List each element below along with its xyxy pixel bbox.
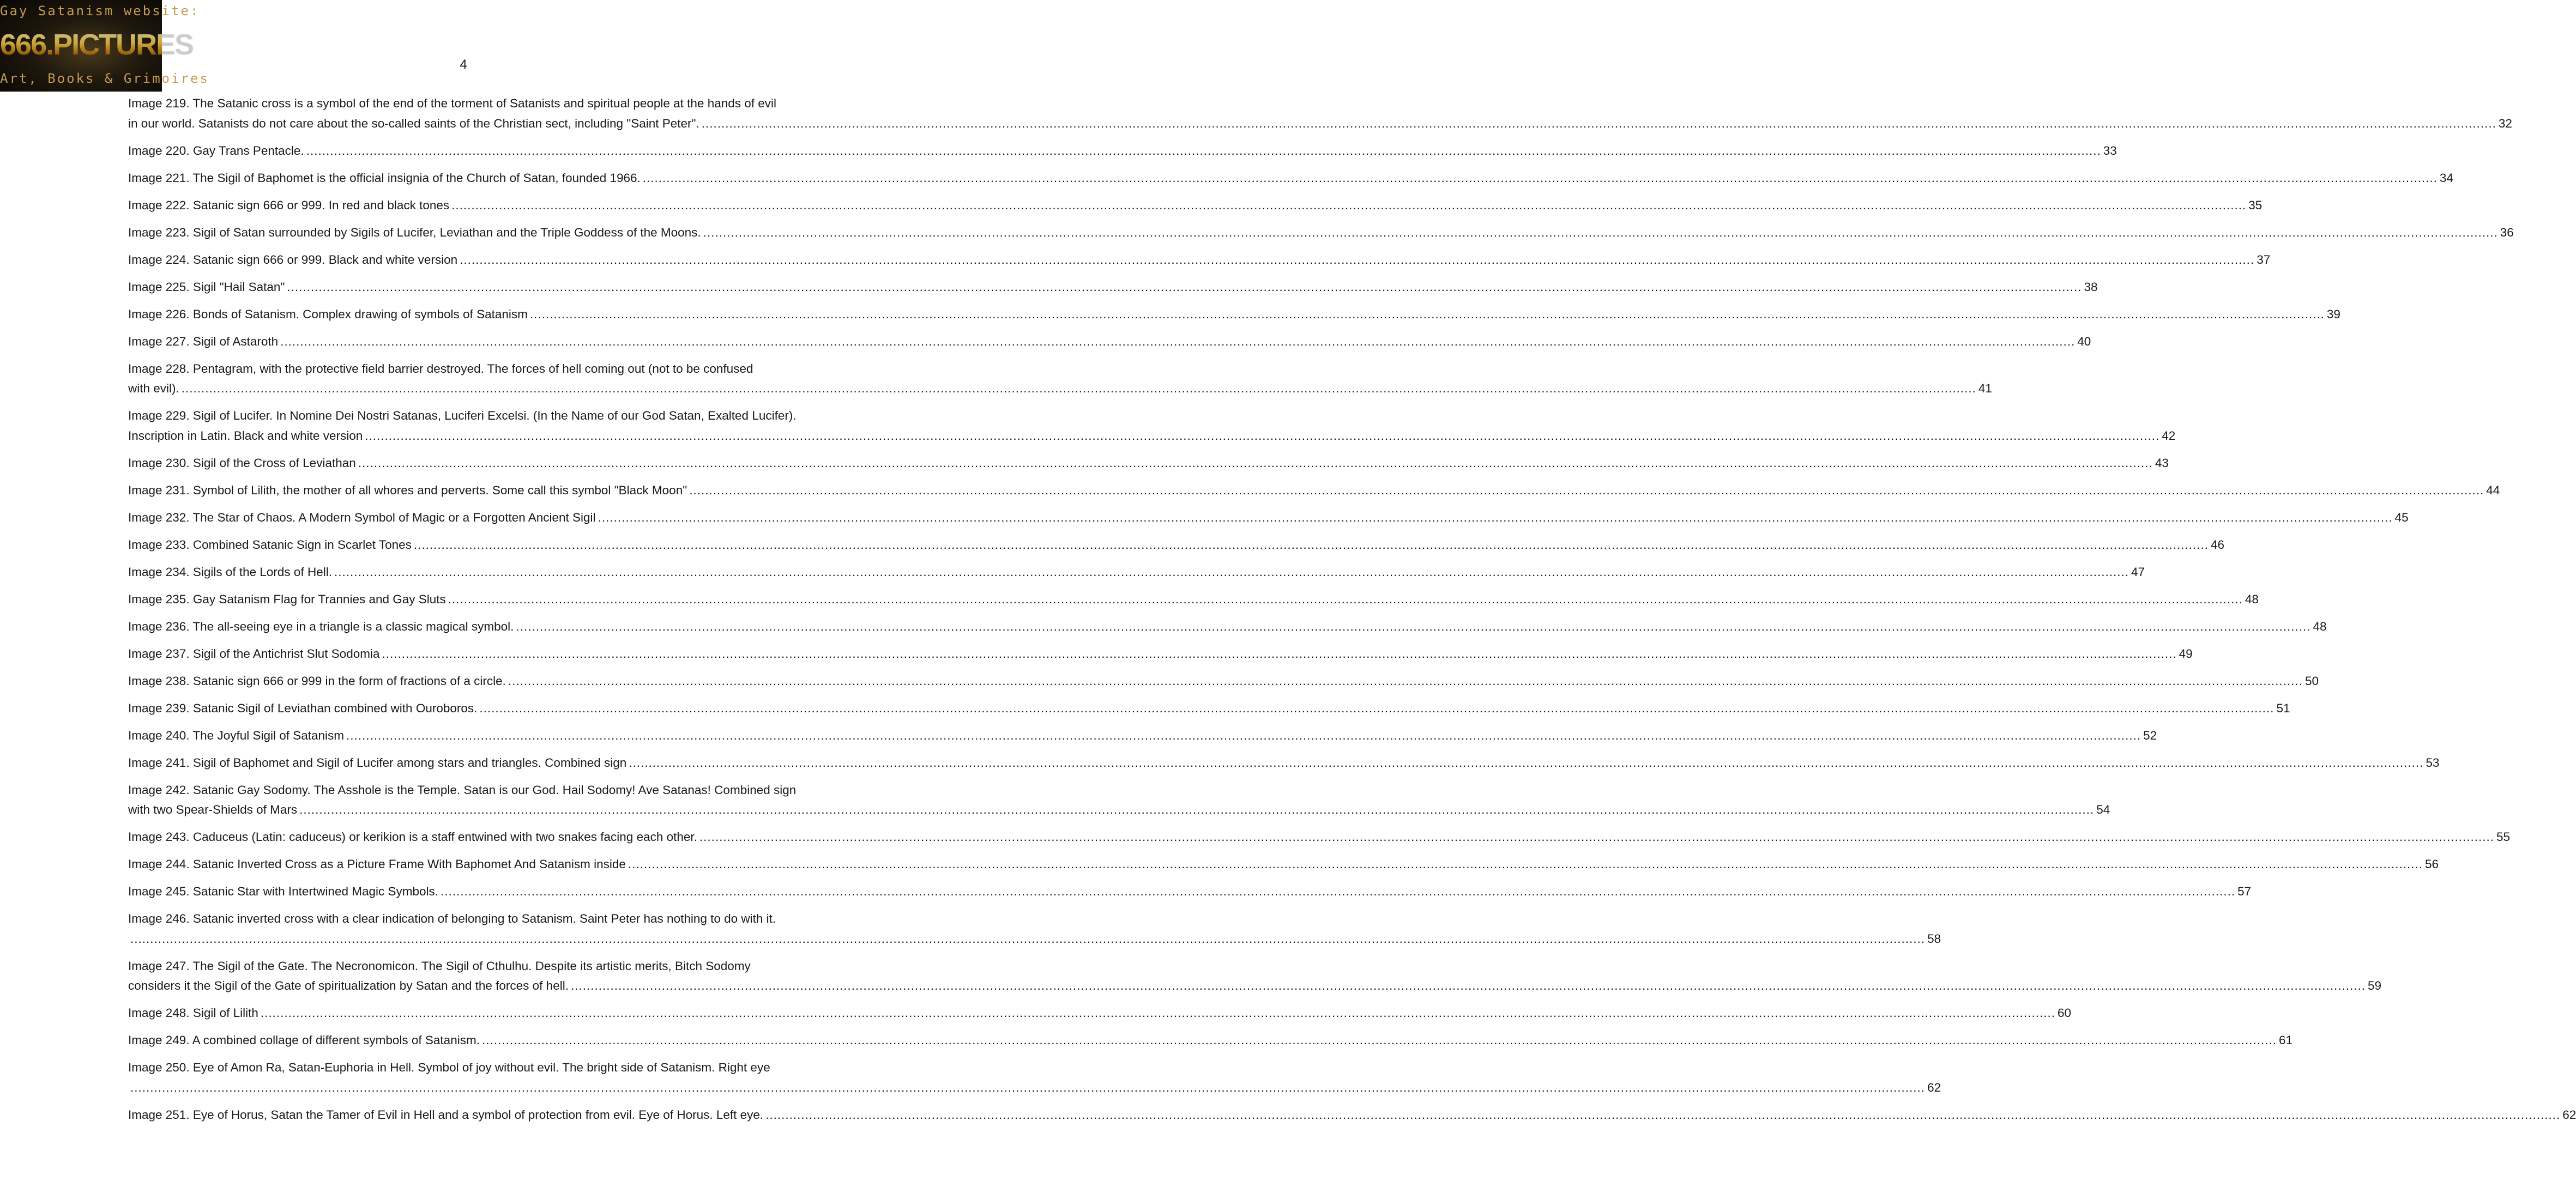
toc-entry[interactable] <box>128 644 2193 664</box>
toc-entry[interactable] <box>128 956 2382 996</box>
toc-entry-page: 62 <box>2562 1107 2576 1122</box>
toc-entry-page: 48 <box>2313 619 2327 633</box>
toc-entry-page: 60 <box>2057 1006 2071 1020</box>
toc-entry-page: 52 <box>2143 728 2157 742</box>
toc-entry[interactable] <box>128 94 2512 134</box>
toc-entry-page: 58 <box>1927 931 1941 946</box>
toc-entry-title: Image 241. Sigil of Baphomet and Sigil of Lucifer among stars and triangles. Combined sign <box>128 755 627 770</box>
toc-entry-title: Image 232. The Star of Chaos. A Modern Symbol of Magic or a Forgotten Ancient Sigil <box>128 510 596 524</box>
toc-entry[interactable] <box>128 481 2500 501</box>
toc-entry-page: 36 <box>2500 225 2514 239</box>
toc-entry[interactable] <box>128 250 2271 270</box>
toc-entry-page: 34 <box>2439 171 2453 185</box>
toc-entry-title: Image 236. The all-seeing eye in a triangle is a classic magical symbol. <box>128 619 514 633</box>
toc-entry-title: Image 231. Symbol of Lilith, the mother of all whores and perverts. Some call this symbol "Black Moon" <box>128 483 687 497</box>
toc-entry[interactable] <box>128 671 2319 692</box>
logo-tagline-top: Gay Satanism website: <box>0 3 200 19</box>
toc-entry-page: 35 <box>2248 198 2263 212</box>
dot-leader <box>280 332 2075 352</box>
dot-leader <box>598 508 2393 528</box>
toc-entry-page: 41 <box>1978 382 1992 395</box>
dot-leader <box>261 1003 2055 1024</box>
toc-entry[interactable] <box>128 223 2514 243</box>
dot-leader <box>358 453 2153 474</box>
dot-leader <box>628 855 2423 875</box>
dot-leader <box>382 644 2177 664</box>
toc-entry-page: 32 <box>2498 116 2512 130</box>
dot-leader <box>334 562 2129 583</box>
toc-entry[interactable] <box>128 508 2409 528</box>
toc-entry-title: Image 229. Sigil of Lucifer. In Nomine Dei Nostri Satanas, Luciferi Excelsi. (In the Name of our God Satan, Exalted Lucifer). <box>128 409 797 422</box>
toc-entry-title-continued: Inscription in Latin. Black and white version <box>128 428 363 443</box>
toc-entry[interactable] <box>128 168 2453 189</box>
dot-leader <box>287 277 2082 298</box>
dot-leader <box>516 617 2310 637</box>
dot-leader <box>699 827 2494 847</box>
toc-entry[interactable] <box>128 453 2169 474</box>
toc-entry-title: Image 227. Sigil of Astaroth <box>128 334 279 348</box>
toc-entry-page: 59 <box>2368 979 2382 992</box>
toc-entry-page: 38 <box>2084 280 2098 294</box>
toc-entry-page: 40 <box>2077 334 2091 348</box>
toc-entry-page: 50 <box>2304 674 2319 688</box>
toc-entry-title: Image 242. Satanic Gay Sodomy. The Asshole is the Temple. Satan is our God. Hail Sodomy! Ave Satanas! Combined sign <box>128 783 797 797</box>
toc-entry-title: Image 220. Gay Trans Pentacle. <box>128 143 304 158</box>
toc-entry-title: Image 219. The Satanic cross is a symbol of the end of the torment of Satanists and spiritual people at the hands of evil <box>128 96 777 110</box>
toc-entry-title: Image 225. Sigil "Hail Satan" <box>128 280 285 294</box>
toc-entry-page: 46 <box>2210 537 2224 552</box>
toc-entry-title: Image 244. Satanic Inverted Cross as a Picture Frame With Baphomet And Satanism inside <box>128 857 626 871</box>
toc-entry-page: 45 <box>2394 510 2409 524</box>
toc-entry-title: Image 226. Bonds of Satanism. Complex drawing of symbols of Satanism <box>128 307 528 321</box>
dot-leader <box>765 1105 2560 1125</box>
dot-leader <box>629 753 2423 773</box>
dot-leader <box>530 305 2325 325</box>
toc-entry-page: 51 <box>2276 701 2290 715</box>
toc-entry[interactable] <box>128 726 2157 746</box>
toc-entry-title-continued: with two Spear-Shields of Mars <box>128 803 298 816</box>
toc-entry-title: Image 222. Satanic sign 666 or 999. In red and black tones <box>128 198 450 212</box>
page-number: 4 <box>460 57 467 72</box>
toc-entry-title: Image 247. The Sigil of the Gate. The Necronomicon. The Sigil of Cthulhu. Despite its artistic merits, Bitch Sodomy <box>128 959 751 973</box>
toc-entry-title-continued: considers it the Sigil of the Gate of spiritualization by Satan and the forces of hell. <box>128 979 569 992</box>
toc-entry-title: Image 228. Pentagram, with the protective field barrier destroyed. The forces of hell coming out (not to be confused <box>128 361 753 376</box>
toc-entry[interactable] <box>128 141 2117 161</box>
toc-entry-page: 56 <box>2425 857 2439 871</box>
toc-entry[interactable] <box>128 1058 1941 1098</box>
toc-entry-title: Image 224. Satanic sign 666 or 999. Black and white version <box>128 252 458 267</box>
toc-entry-page: 61 <box>2279 1033 2293 1047</box>
toc-entry[interactable] <box>128 827 2511 847</box>
toc-entry-page: 44 <box>2486 483 2500 497</box>
toc-entry-title: Image 240. The Joyful Sigil of Satanism <box>128 728 345 742</box>
dot-leader <box>414 535 2209 555</box>
dot-leader <box>703 223 2498 243</box>
dot-leader <box>130 1078 1925 1098</box>
toc-entry[interactable] <box>128 855 2439 875</box>
toc-entry-title: Image 249. A combined collage of different symbols of Satanism. <box>128 1033 480 1047</box>
toc-entry-title: Image 234. Sigils of the Lords of Hell. <box>128 565 332 579</box>
dot-leader <box>571 976 2366 996</box>
dot-leader <box>479 699 2274 719</box>
toc-entry[interactable] <box>128 699 2290 719</box>
toc-entry-title-continued: with evil). <box>128 382 179 395</box>
toc-entry-page: 53 <box>2426 755 2440 770</box>
site-logo <box>0 0 209 92</box>
dot-leader <box>689 481 2484 501</box>
toc-entry-title: Image 239. Satanic Sigil of Leviathan combined with Ouroboros. <box>128 701 478 715</box>
dot-leader <box>306 141 2101 161</box>
toc-entry-title: Image 243. Caduceus (Latin: caduceus) or kerikion is a staff entwined with two snakes facing each other. <box>128 830 697 844</box>
toc-entry[interactable] <box>128 909 1941 949</box>
dot-leader <box>451 196 2246 216</box>
dot-leader <box>508 671 2303 692</box>
toc-entry-title-continued: in our world. Satanists do not care about the so-called saints of the Christian sect, including "Saint Peter". <box>128 116 699 130</box>
toc-entry[interactable] <box>128 562 2145 583</box>
toc-entry-title: Image 235. Gay Satanism Flag for Trannies and Gay Sluts <box>128 592 446 606</box>
toc-entry[interactable] <box>128 617 2327 637</box>
toc-entry[interactable] <box>128 590 2259 610</box>
toc-entry-title: Image 245. Satanic Star with Intertwined Magic Symbols. <box>128 885 439 898</box>
toc-entry-title: Image 248. Sigil of Lilith <box>128 1006 258 1020</box>
toc-entry[interactable] <box>128 277 2098 298</box>
dot-leader <box>299 800 2094 820</box>
dot-leader <box>182 379 1976 399</box>
toc-entry-page: 37 <box>2257 252 2271 267</box>
toc-entry-page: 43 <box>2155 456 2169 470</box>
toc-entry-title: Image 221. The Sigil of Baphomet is the official insignia of the Church of Satan, founded 1966. <box>128 171 641 185</box>
toc-entry-title: Image 250. Eye of Amon Ra, Satan-Euphoria in Hell. Symbol of joy without evil. The bright side of Satanism. Right eye <box>128 1061 770 1074</box>
toc-entry[interactable] <box>128 406 2176 446</box>
toc-entry-title: Image 233. Combined Satanic Sign in Scarlet Tones <box>128 537 412 552</box>
toc-entry[interactable] <box>128 196 2263 216</box>
toc-entry[interactable] <box>128 1031 2293 1051</box>
toc-entry-page: 49 <box>2179 646 2193 661</box>
toc-entry-title: Image 223. Sigil of Satan surrounded by Sigils of Lucifer, Leviathan and the Triple Goddess of the Moons. <box>128 225 701 239</box>
toc-entry-page: 48 <box>2245 592 2259 606</box>
logo-tagline-bottom: Art, Books & Grimoires <box>0 71 209 86</box>
dot-leader <box>460 250 2254 270</box>
table-of-contents <box>128 94 2576 1133</box>
toc-entry-title: Image 238. Satanic sign 666 or 999 in the form of fractions of a circle. <box>128 674 506 688</box>
dot-leader <box>448 590 2243 610</box>
toc-entry-page: 47 <box>2131 565 2145 579</box>
toc-entry-page: 33 <box>2103 143 2117 158</box>
dot-leader <box>346 726 2141 746</box>
dot-leader <box>365 426 2159 446</box>
toc-entry[interactable] <box>128 1003 2071 1024</box>
dot-leader <box>702 114 2496 134</box>
toc-entry[interactable] <box>128 1105 2576 1125</box>
toc-entry-page: 42 <box>2162 428 2176 443</box>
toc-entry-page: 57 <box>2237 885 2252 898</box>
toc-entry[interactable] <box>128 780 2110 820</box>
dot-leader <box>130 929 1925 949</box>
toc-entry-title: Image 251. Eye of Horus, Satan the Tamer of Evil in Hell and a symbol of protection from evil. Eye of Horus. Left eye. <box>128 1107 764 1122</box>
logo-title: 666.PICTURES <box>0 28 194 61</box>
toc-entry-page: 62 <box>1927 1080 1941 1094</box>
dot-leader <box>643 168 2438 189</box>
dot-leader <box>482 1031 2277 1051</box>
toc-entry[interactable] <box>128 535 2224 555</box>
toc-entry-page: 39 <box>2326 307 2340 321</box>
toc-entry-page: 54 <box>2096 803 2110 816</box>
dot-leader <box>441 882 2235 902</box>
toc-entry[interactable] <box>128 359 1992 399</box>
toc-entry-title: Image 246. Satanic inverted cross with a clear indication of belonging to Satanism. Saint Peter has nothing to do with it. <box>128 912 776 925</box>
toc-entry-title: Image 237. Sigil of the Antichrist Slut Sodomia <box>128 646 380 661</box>
toc-entry[interactable] <box>128 305 2340 325</box>
toc-entry[interactable] <box>128 753 2440 773</box>
toc-entry[interactable] <box>128 332 2091 352</box>
toc-entry[interactable] <box>128 882 2252 902</box>
toc-entry-page: 55 <box>2496 830 2511 844</box>
toc-entry-title: Image 230. Sigil of the Cross of Leviathan <box>128 456 356 470</box>
